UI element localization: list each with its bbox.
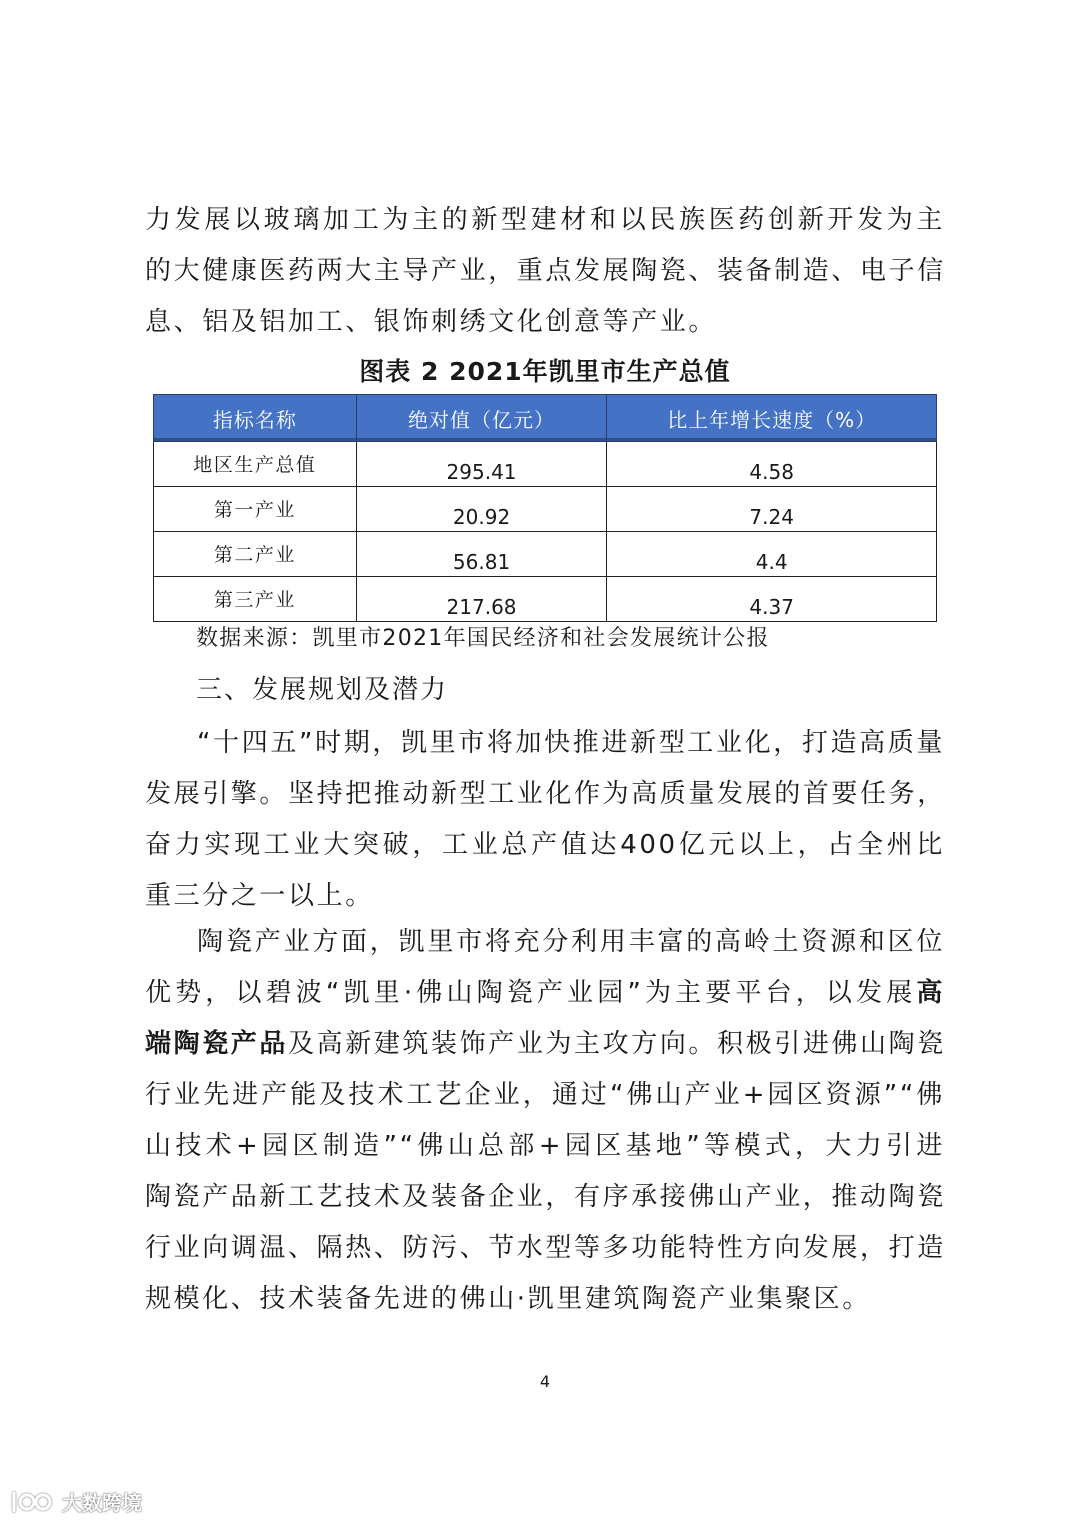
table-caption: 图表 2 2021年凯里市生产总值 <box>359 357 731 386</box>
text-line: 重三分之一以上。 <box>145 881 374 911</box>
table-row <box>154 577 937 622</box>
page-number: 4 <box>539 1372 551 1391</box>
table-row <box>154 442 937 487</box>
emphasis-text: 高 <box>916 978 945 1008</box>
table-header-row <box>154 395 937 442</box>
text-line: 山技术+园区制造”“佛山总部+园区基地”等模式，大力引进 <box>145 1131 945 1161</box>
growth-rate: 4.37 <box>607 577 937 622</box>
growth-rate: 4.4 <box>607 532 937 577</box>
paragraph-continuation <box>145 195 945 348</box>
growth-rate: 7.24 <box>607 487 937 532</box>
emphasis-text: 端陶瓷产品 <box>145 1029 289 1059</box>
watermark-text: 大数跨境 <box>62 1491 142 1515</box>
column-header: 指标名称 <box>154 395 357 442</box>
indicator-name: 第三产业 <box>154 577 357 622</box>
text-line: 陶瓷产品新工艺技术及装备企业，有序承接佛山产业，推动陶瓷 <box>145 1182 946 1212</box>
text-line: 优势，以碧波“凯里·佛山陶瓷产业园”为主要平台，以发展高 <box>145 978 945 1008</box>
growth-rate: 4.58 <box>607 442 937 487</box>
absolute-value: 295.41 <box>356 442 607 487</box>
table-row <box>154 487 937 532</box>
paragraph-ceramics <box>145 917 945 1325</box>
indicator-name: 第一产业 <box>154 487 357 532</box>
text-line: 规模化、技术装备先进的佛山·凯里建筑陶瓷产业集聚区。 <box>145 1284 871 1314</box>
logo-icon <box>10 1488 56 1516</box>
watermark <box>10 1487 142 1516</box>
section-heading: 三、发展规划及潜力 <box>196 675 449 705</box>
text-line: “十四五”时期，凯里市将加快推进新型工业化，打造高质量 <box>197 728 945 758</box>
text-line: 端陶瓷产品及高新建筑装饰产业为主攻方向。积极引进佛山陶瓷 <box>145 1029 946 1059</box>
text-line: 奋力实现工业大突破，工业总产值达400亿元以上，占全州比 <box>145 830 945 860</box>
indicator-name: 第二产业 <box>154 532 357 577</box>
text-line: 发展引擎。坚持把推动新型工业化作为高质量发展的首要任务， <box>145 779 946 809</box>
text-line: 行业向调温、隔热、防污、节水型等多功能特性方向发展，打造 <box>145 1233 946 1263</box>
absolute-value: 20.92 <box>356 487 607 532</box>
gdp-table <box>153 394 937 622</box>
data-source-note: 数据来源：凯里市2021年国民经济和社会发展统计公报 <box>196 626 770 651</box>
indicator-name: 地区生产总值 <box>154 442 357 487</box>
text-line: 行业先进产能及技术工艺企业，通过“佛山产业+园区资源”“佛 <box>145 1080 945 1110</box>
absolute-value: 56.81 <box>356 532 607 577</box>
absolute-value: 217.68 <box>356 577 607 622</box>
column-header: 绝对值（亿元） <box>356 395 607 442</box>
text-line: 力发展以玻璃加工为主的新型建材和以民族医药创新开发为主 <box>145 205 945 235</box>
text-line: 的大健康医药两大主导产业，重点发展陶瓷、装备制造、电子信 <box>145 256 946 286</box>
column-header: 比上年增长速度（%） <box>607 395 937 442</box>
table-row <box>154 532 937 577</box>
paragraph-plan <box>145 718 945 922</box>
text-line: 息、铝及铝加工、银饰刺绣文化创意等产业。 <box>145 307 718 337</box>
text-line: 陶瓷产业方面，凯里市将充分利用丰富的高岭土资源和区位 <box>197 927 945 957</box>
